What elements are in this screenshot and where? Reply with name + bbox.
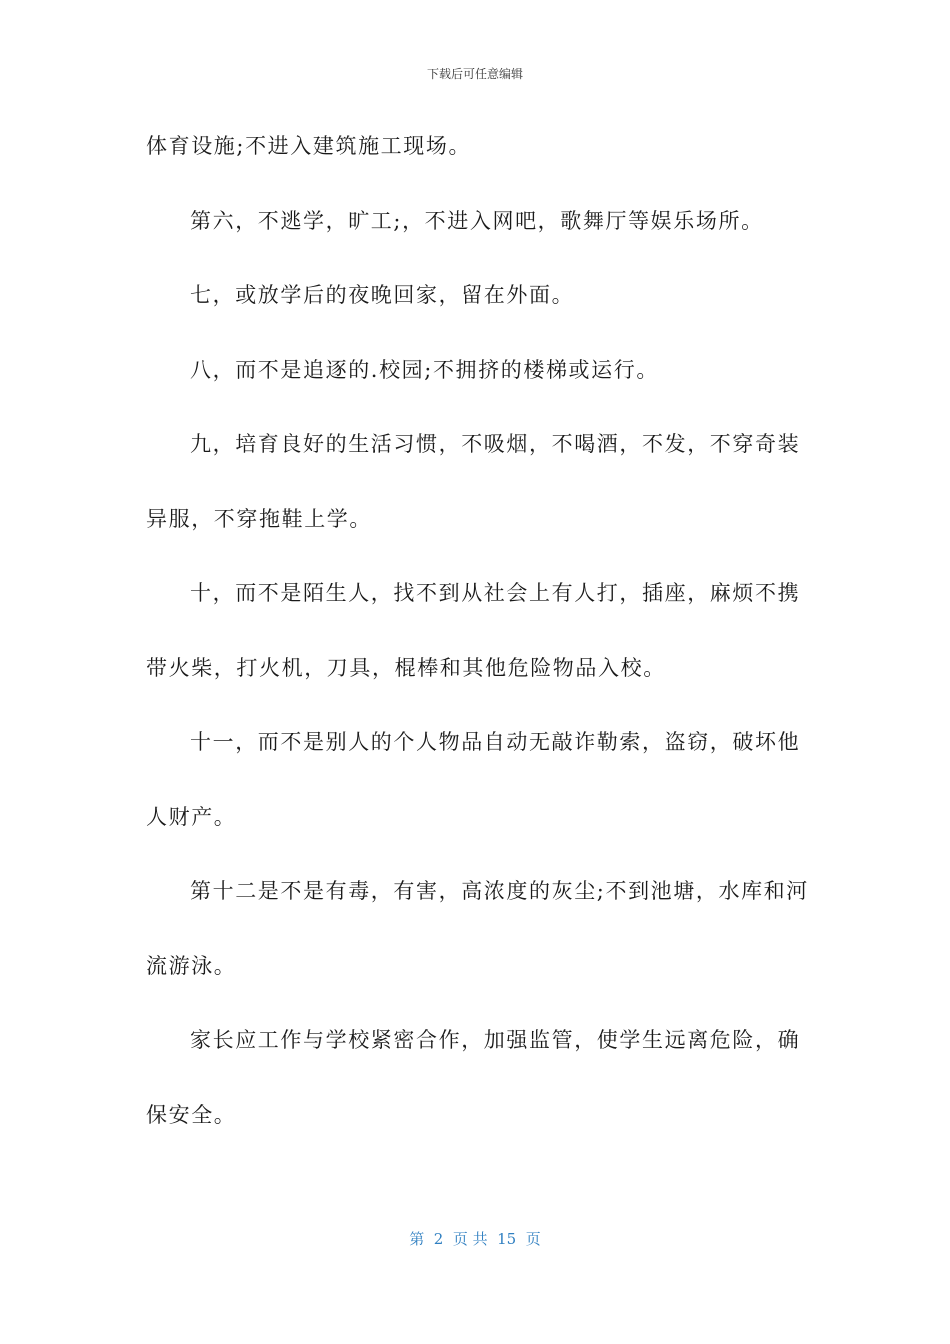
document-body (146, 126, 826, 1169)
text-line-10: 人财产。 (146, 804, 237, 829)
text-line-2: 第六，不逃学，旷工;，不进入网吧，歌舞厅等娱乐场所。 (190, 208, 764, 233)
text-line-12: 流游泳。 (146, 953, 237, 978)
text-line-3: 七，或放学后的夜晚回家，留在外面。 (190, 283, 575, 307)
page-header: 下载后可任意编辑 (426, 67, 523, 81)
text-line-7: 十，而不是陌生人，找不到从社会上有人打，插座，麻烦不携 (190, 581, 801, 605)
text-line-9: 十一，而不是别人的个人物品自动无敲诈勒索，盗窃，破坏他 (190, 730, 801, 754)
text-line-6: 异服，不穿拖鞋上学。 (146, 506, 372, 531)
page-number-footer: 第 2 页 共 15 页 (409, 1230, 541, 1248)
text-line-8: 带火柴，打火机，刀具，棍棒和其他危险物品入校。 (146, 655, 666, 680)
text-line-4: 八，而不是追逐的.校园;不拥挤的楼梯或运行。 (190, 357, 659, 382)
text-line-14: 保安全。 (146, 1102, 237, 1127)
text-line-1: 体育设施;不进入建筑施工现场。 (146, 134, 472, 158)
text-line-11: 第十二是不是有毒，有害，高浓度的灰尘;不到池塘，水库和河 (190, 879, 809, 903)
text-line-5: 九，培育良好的生活习惯，不吸烟，不喝酒，不发，不穿奇装 (190, 432, 801, 456)
text-line-13: 家长应工作与学校紧密合作，加强监管，使学生远离危险，确 (190, 1028, 801, 1052)
